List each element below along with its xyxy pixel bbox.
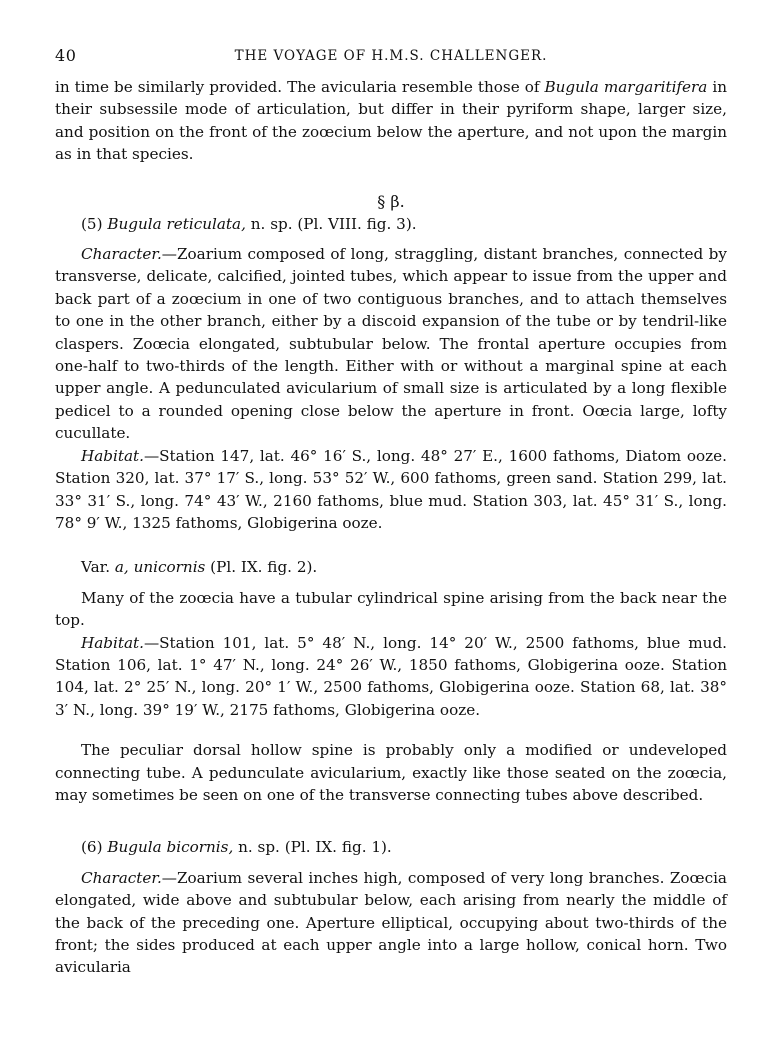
species-name: Bugula bicornis, [107,838,234,857]
dorsal-spine-paragraph: The peculiar dorsal hollow spine is probably only a modified or undeveloped connecting tube. A pedunculate avicularium, exactly like those seated on the zoœcia, may sometimes be seen on one of the transverse connecting tubes above described. [55,741,727,804]
species-reference: n. sp. (Pl. IX. fig. 1). [233,838,392,857]
habitat-label: Habitat. [81,446,144,465]
character-text: —Zoarium several inches high, composed of very long branches. Zoœcia elongated, wide above and subtubular below, each arising from nearly the middle of the back of the preceding one. Aperture elliptical, occupying about two-thirds of the front; the sides produced at each upper angle into a large hollow, conical horn. Two avicularia [55,868,727,977]
paragraph-continuation [55,76,727,166]
habitat-paragraph-variety [55,632,727,722]
character-paragraph-6 [55,867,727,979]
species-name: Bugula margaritifera [544,78,708,96]
species-number: (5) [81,214,108,233]
variety-heading [55,556,727,578]
habitat-text: —Station 101, lat. 5° 48′ N., long. 14° 20′ W., 2500 fathoms, blue mud. Station 106, lat. 1° 47′ N., long. 24° 26′ W., 1850 fathoms, Globigerina ooze. Station 104, lat. 2° 25′ N., long. 20° 1′ W., 2500 fathoms, Globigerina ooze. Station 68, lat. 38° 3′ N., long. 39° 19′ W., 2175 fathoms, Globigerina ooze. [55,633,727,719]
variety-reference: (Pl. IX. fig. 2). [205,558,318,577]
habitat-text: —Station 147, lat. 46° 16′ S., long. 48° 27′ E., 1600 fathoms, Diatom ooze. Station 320, lat. 37° 17′ S., long. 53° 52′ W., 600 fathoms, green sand. Station 299, lat. 33° 31′ S., long. 74° 43′ W., 2160 fathoms, blue mud. Station 303, lat. 45° 31′ S., long. 78° 9′ W., 1325 fathoms, Globigerina ooze. [55,446,727,532]
section-heading: § β. [377,191,405,211]
species-heading-6 [55,836,727,858]
species-name: Bugula reticulata, [107,214,246,233]
running-title: THE VOYAGE OF H.M.S. CHALLENGER. [234,48,548,64]
text-run: in time be similarly provided. The avicularia resemble those of [55,78,545,96]
species-heading-5 [55,213,727,235]
habitat-label: Habitat. [81,633,144,652]
character-label: Character. [81,868,162,887]
variety-name: a, unicornis [114,558,206,577]
habitat-paragraph-5 [55,445,727,535]
variety-description: Many of the zoœcia have a tubular cylindrical spine arising from the back near the top. [55,588,727,630]
species-reference: n. sp. (Pl. VIII. fig. 3). [245,214,417,233]
variety-prefix: Var. [81,558,115,577]
page [55,46,727,979]
page-header [55,46,727,68]
character-paragraph-5 [55,243,727,445]
species-number: (6) [81,838,108,857]
page-number: 40 [55,46,77,65]
text-run: in their subsessile mode of articulation, but differ in their pyriform shape, larger size, and position on the front of the zoœcium below the aperture, and not upon the margin as in that species. [55,78,728,164]
character-text: —Zoarium composed of long, straggling, distant branches, connected by transverse, delicate, calcified, jointed tubes, which appear to issue from the upper and back part of a zoœcium in one of two contiguous branches, and to attach themselves to one in the other branch, either by a discoid expansion of the tube or by tendril-like claspers. Zoœcia elongated, subtubular below. The frontal aperture occupies from one-half to two-thirds of the length. Either with or without a marginal spine at each upper angle. A pedunculated avicularium of small size is articulated by a long flexible pedicel to a rounded opening close below the aperture in front. Oœcia large, lofty cucullate. [55,245,727,443]
character-label: Character. [81,245,162,264]
